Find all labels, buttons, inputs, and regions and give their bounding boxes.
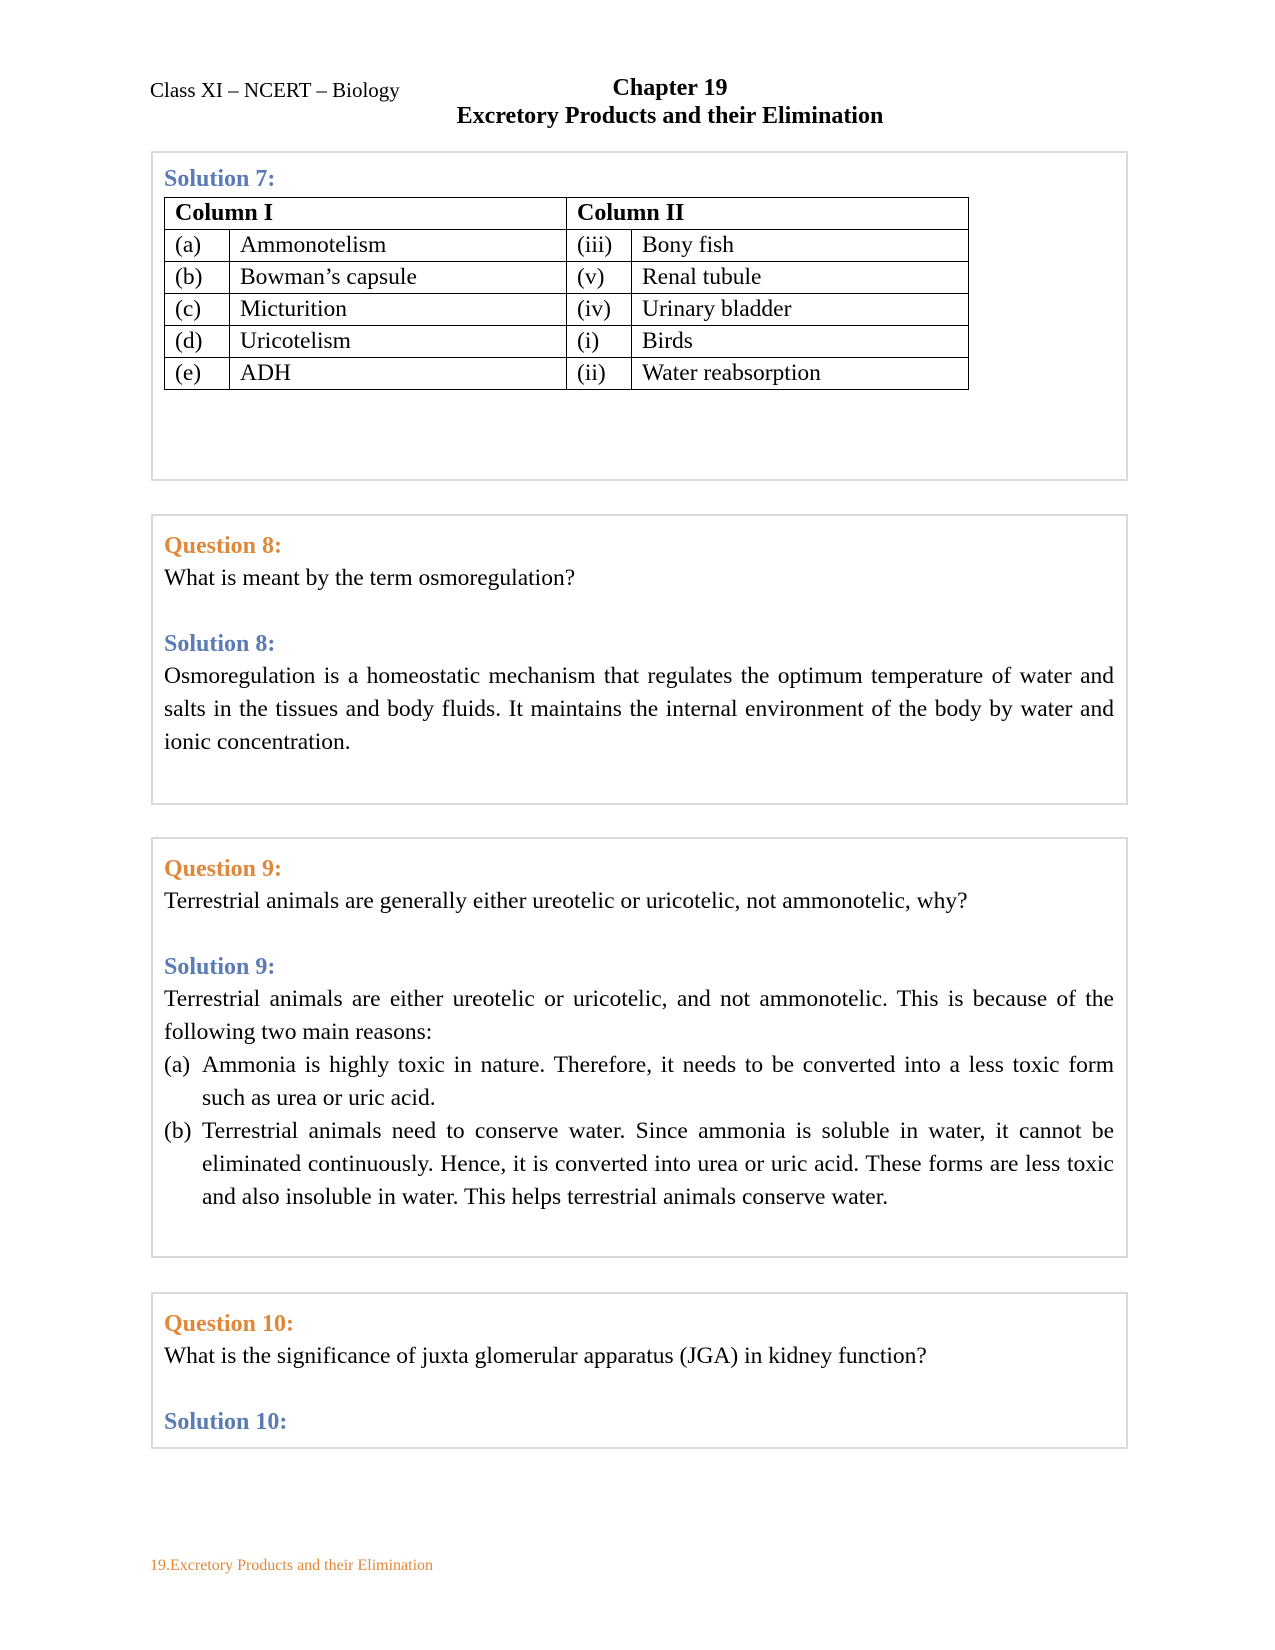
question-9-text: Terrestrial animals are generally either ureotelic or uricotelic, not ammonotelic, why? <box>164 888 968 914</box>
row-key-1: (d) <box>165 326 230 358</box>
question-10-box <box>151 1292 1128 1449</box>
row-key-2: (iv) <box>567 294 632 326</box>
row-key-1: (c) <box>165 294 230 326</box>
question-10-label: Question 10: <box>164 1311 295 1337</box>
column-1-header: Column I <box>165 198 567 230</box>
page-header-center <box>400 74 940 130</box>
row-value-2: Renal tubule <box>632 262 969 294</box>
question-9-label: Question 9: <box>164 856 283 882</box>
list-marker: (b) <box>164 1118 192 1144</box>
column-2-header: Column II <box>567 198 969 230</box>
row-value-1: Bowman’s capsule <box>230 262 567 294</box>
solution-8-label: Solution 8: <box>164 631 276 657</box>
match-table <box>164 197 969 390</box>
page-footer: 19.Excretory Products and their Elimination <box>150 1557 434 1574</box>
row-value-1: Micturition <box>230 294 567 326</box>
table-row <box>165 230 969 262</box>
list-text: Terrestrial animals need to conserve water. Since ammonia is soluble in water, it cannot be eliminated continuously. Hence, it is converted into urea or uric acid. These forms are less toxic and also insoluble in water. This helps terrestrial animals conserve water. <box>202 1118 1114 1210</box>
question-10-text: What is the significance of juxta glomerular apparatus (JGA) in kidney function? <box>164 1343 927 1369</box>
row-key-1: (e) <box>165 358 230 390</box>
list-item <box>164 1049 1114 1115</box>
row-key-2: (v) <box>567 262 632 294</box>
solution-7-label: Solution 7: <box>164 166 276 192</box>
solution-8-text: Osmoregulation is a homeostatic mechanism that regulates the optimum temperature of water and salts in the tissues and body fluids. It maintains the internal environment of the body by water and ionic concentration. <box>164 663 1114 755</box>
list-marker: (a) <box>164 1052 191 1078</box>
row-key-2: (ii) <box>567 358 632 390</box>
row-value-2: Birds <box>632 326 969 358</box>
question-9-box <box>151 837 1128 1258</box>
table-row <box>165 358 969 390</box>
chapter-number: Chapter 19 <box>612 75 728 101</box>
table-row <box>165 326 969 358</box>
row-value-1: Ammonotelism <box>230 230 567 262</box>
row-value-1: Uricotelism <box>230 326 567 358</box>
match-table-header <box>165 198 969 230</box>
list-text: Ammonia is highly toxic in nature. Therefore, it needs to be converted into a less toxic form such as urea or uric acid. <box>202 1052 1114 1111</box>
row-key-2: (iii) <box>567 230 632 262</box>
row-value-2: Urinary bladder <box>632 294 969 326</box>
list-item <box>164 1115 1114 1214</box>
question-8-text: What is meant by the term osmoregulation? <box>164 565 576 591</box>
solution-9-label: Solution 9: <box>164 954 276 980</box>
solution-9-intro: Terrestrial animals are either ureotelic or uricotelic, and not ammonotelic. This is because of the following two main reasons: <box>164 986 1114 1045</box>
page-header-left: Class XI – NCERT – Biology <box>150 78 400 102</box>
row-value-2: Water reabsorption <box>632 358 969 390</box>
row-key-1: (b) <box>165 262 230 294</box>
table-row <box>165 262 969 294</box>
table-row <box>165 294 969 326</box>
solution-10-label: Solution 10: <box>164 1409 288 1435</box>
row-value-2: Bony fish <box>632 230 969 262</box>
row-key-2: (i) <box>567 326 632 358</box>
solution-7-box <box>151 151 1128 481</box>
question-8-label: Question 8: <box>164 533 283 559</box>
row-key-1: (a) <box>165 230 230 262</box>
chapter-title: Excretory Products and their Elimination <box>456 103 884 129</box>
row-value-1: ADH <box>230 358 567 390</box>
question-8-box <box>151 514 1128 805</box>
